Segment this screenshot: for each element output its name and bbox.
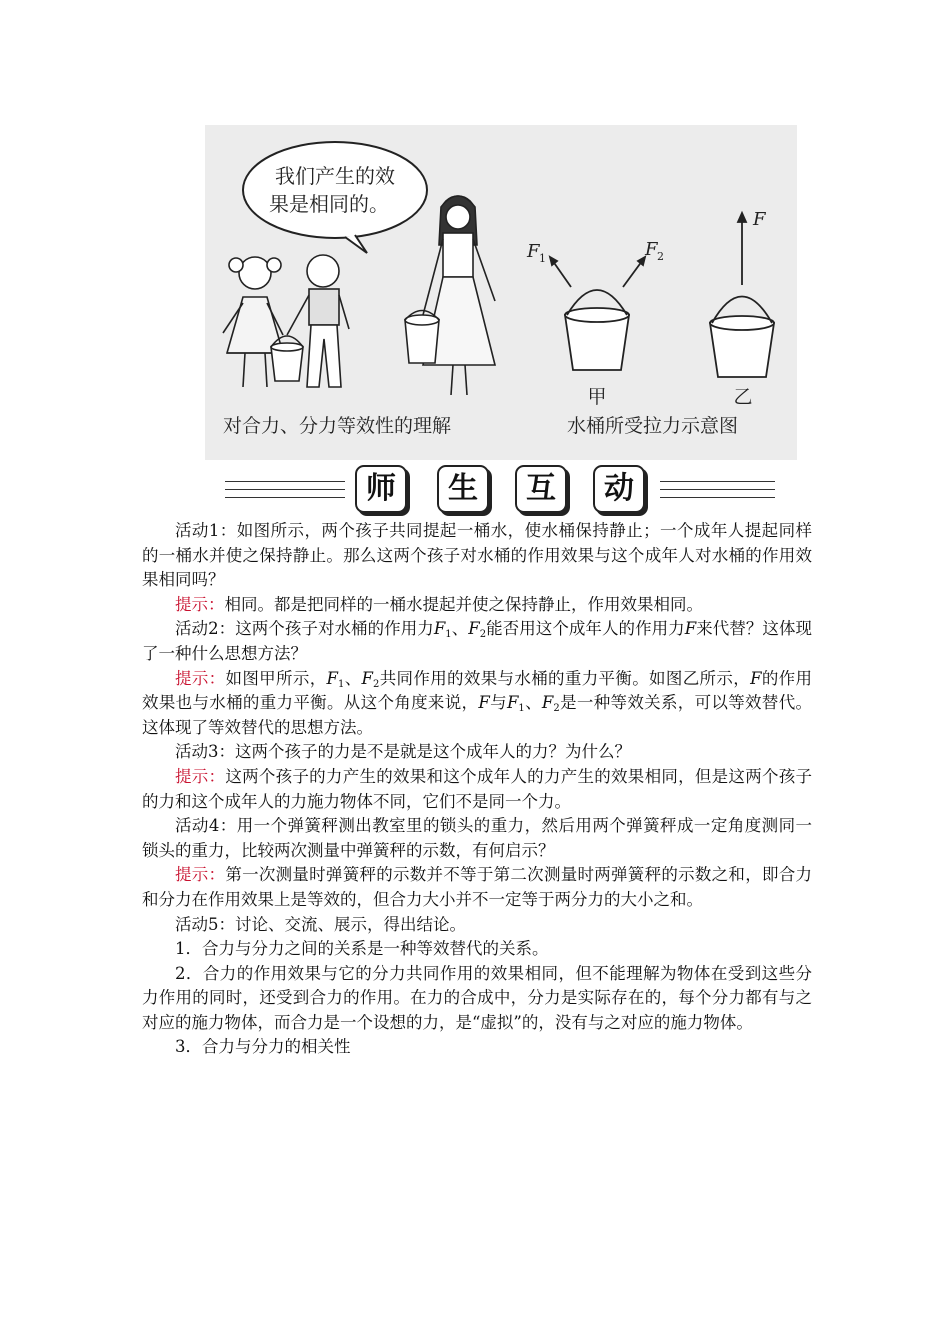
label-jia: 甲 [587, 386, 607, 408]
subscript: 2 [553, 703, 560, 715]
separator: 、 [344, 668, 362, 688]
activity-label: 活动4： [175, 816, 237, 836]
bucket-jia [550, 257, 645, 370]
banner-line [660, 489, 775, 490]
activity-text: 能否用这个成年人的作用力 [486, 619, 685, 639]
separator: 、 [524, 693, 542, 713]
activity-2 [142, 617, 812, 666]
activity-5 [142, 913, 812, 938]
symbol-f: F [478, 693, 490, 713]
woman-figure [423, 196, 495, 395]
hint-1 [142, 593, 812, 618]
illustration-figure [205, 125, 797, 460]
symbol-f1: F [433, 619, 446, 639]
illustration-svg [205, 125, 797, 460]
section-banner [205, 463, 785, 519]
banner-line [225, 481, 345, 482]
label-f1: F [527, 241, 540, 262]
activity-text: 这两个孩子对水桶的作用力 [235, 619, 434, 639]
subscript: 2 [479, 629, 487, 641]
banner-line [225, 489, 345, 490]
activity-label: 活动5： [175, 914, 235, 934]
caption-right: 水桶所受拉力示意图 [567, 415, 739, 437]
symbol-f2: F [468, 619, 480, 639]
hint-label: 提示： [175, 668, 226, 688]
subscript: 1 [445, 629, 452, 641]
activity-label: 活动3： [175, 742, 235, 762]
speech-line-2: 果是相同的。 [269, 192, 389, 216]
label-f2-sub: 2 [657, 250, 664, 263]
activity-1 [142, 519, 812, 593]
hint-text: 是一种等效关系，可以等效替代。这体现了等效替代的思想方法。 [142, 693, 813, 737]
hint-4 [142, 863, 812, 912]
hint-3 [142, 765, 812, 814]
activity-label: 活动1： [175, 521, 237, 540]
activity-text: 来代替？这体现了一种什么思想方法？ [142, 619, 813, 663]
hint-text: 与 [489, 693, 507, 713]
banner-line [660, 497, 775, 498]
separator: 、 [451, 619, 469, 639]
banner-char: 师 [355, 465, 407, 513]
caption-left: 对合力、分力等效性的理解 [223, 415, 452, 437]
speech-bubble [243, 142, 427, 238]
hint-text: 相同。都是把同样的一桶水提起并使之保持静止，作用效果相同。 [224, 594, 703, 614]
label-f2: F [645, 239, 658, 260]
speech-line-1: 我们产生的效 [275, 164, 395, 188]
label-yi: 乙 [733, 386, 753, 408]
activity-label: 活动2： [175, 619, 236, 639]
banner-char: 动 [593, 465, 645, 513]
symbol-f1: F [506, 693, 519, 713]
banner-char: 生 [437, 465, 489, 513]
symbol-f2: F [541, 693, 554, 713]
speech-bubble-tail [345, 235, 367, 253]
banner-line [660, 481, 775, 482]
activity-text: 这两个孩子的力是不是就是这个成年人的力？为什么？ [235, 742, 631, 762]
subscript: 1 [337, 678, 345, 690]
bucket-yi [710, 213, 774, 377]
hint-label: 提示： [175, 865, 226, 885]
banner-line [225, 497, 345, 498]
hint-text: 这两个孩子的力产生的效果和这个成年人的力产生的效果相同，但是这两个孩子的力和这个成年人的力施力物体不同，它们不是同一个力。 [142, 766, 813, 811]
woman-bucket [405, 311, 439, 364]
conclusion-1: 1．合力与分力之间的关系是一种等效替代的关系。 [175, 939, 549, 959]
hint-label: 提示： [175, 594, 225, 614]
subscript: 2 [372, 678, 380, 690]
hint-text: 共同作用的效果与水桶的重力平衡。如图乙所示， [379, 668, 751, 688]
content-body [142, 519, 812, 1060]
symbol-f1: F [326, 668, 338, 688]
hint-2 [142, 667, 812, 741]
activity-text: 如图所示，两个孩子共同提起一桶水，使水桶保持静止；一个成年人提起同样的一桶水并使之保持静止。那么这两个孩子对水桶的作用效果与这个成年人对水桶的作用效果相同吗？ [142, 521, 813, 590]
hint-label: 提示： [175, 766, 226, 786]
subscript: 1 [518, 703, 525, 715]
hint-text: 第一次测量时弹簧秤的示数并不等于第二次测量时两弹簧秤的示数之和，即合力和分力在作用效果上是等效的，但合力大小并不一定等于两分力的大小之和。 [142, 865, 813, 909]
activity-4 [142, 814, 812, 863]
label-f1-sub: 1 [539, 252, 546, 265]
activity-text: 讨论、交流、展示，得出结论。 [235, 914, 466, 934]
hint-text: 的作用效果也与水桶的重力平衡。从这个角度来说， [142, 668, 813, 713]
conclusion-3: 3．合力与分力的相关性 [175, 1037, 351, 1057]
symbol-f: F [750, 668, 762, 688]
conclusion-2: 2．合力的作用效果与它的分力共同作用的效果相同，但不能理解为物体在受到这些分力作用的同时，还受到合力的作用。在力的合成中，分力是实际存在的，每个分力都有与之对应的施力物体，而合力是一个设想的力，是“虚拟”的，没有与之对应的施力物体。 [142, 963, 812, 1032]
banner-char: 互 [515, 465, 567, 513]
activity-3 [142, 740, 812, 765]
symbol-f2: F [361, 668, 373, 688]
label-f: F [753, 209, 766, 230]
activity-text: 用一个弹簧秤测出教室里的锁头的重力，然后用两个弹簧秤成一定角度测同一锁头的重力，比较两次测量中弹簧秤的示数，有何启示？ [142, 816, 813, 860]
symbol-f: F [684, 619, 697, 639]
hint-text: 如图甲所示， [225, 668, 327, 688]
